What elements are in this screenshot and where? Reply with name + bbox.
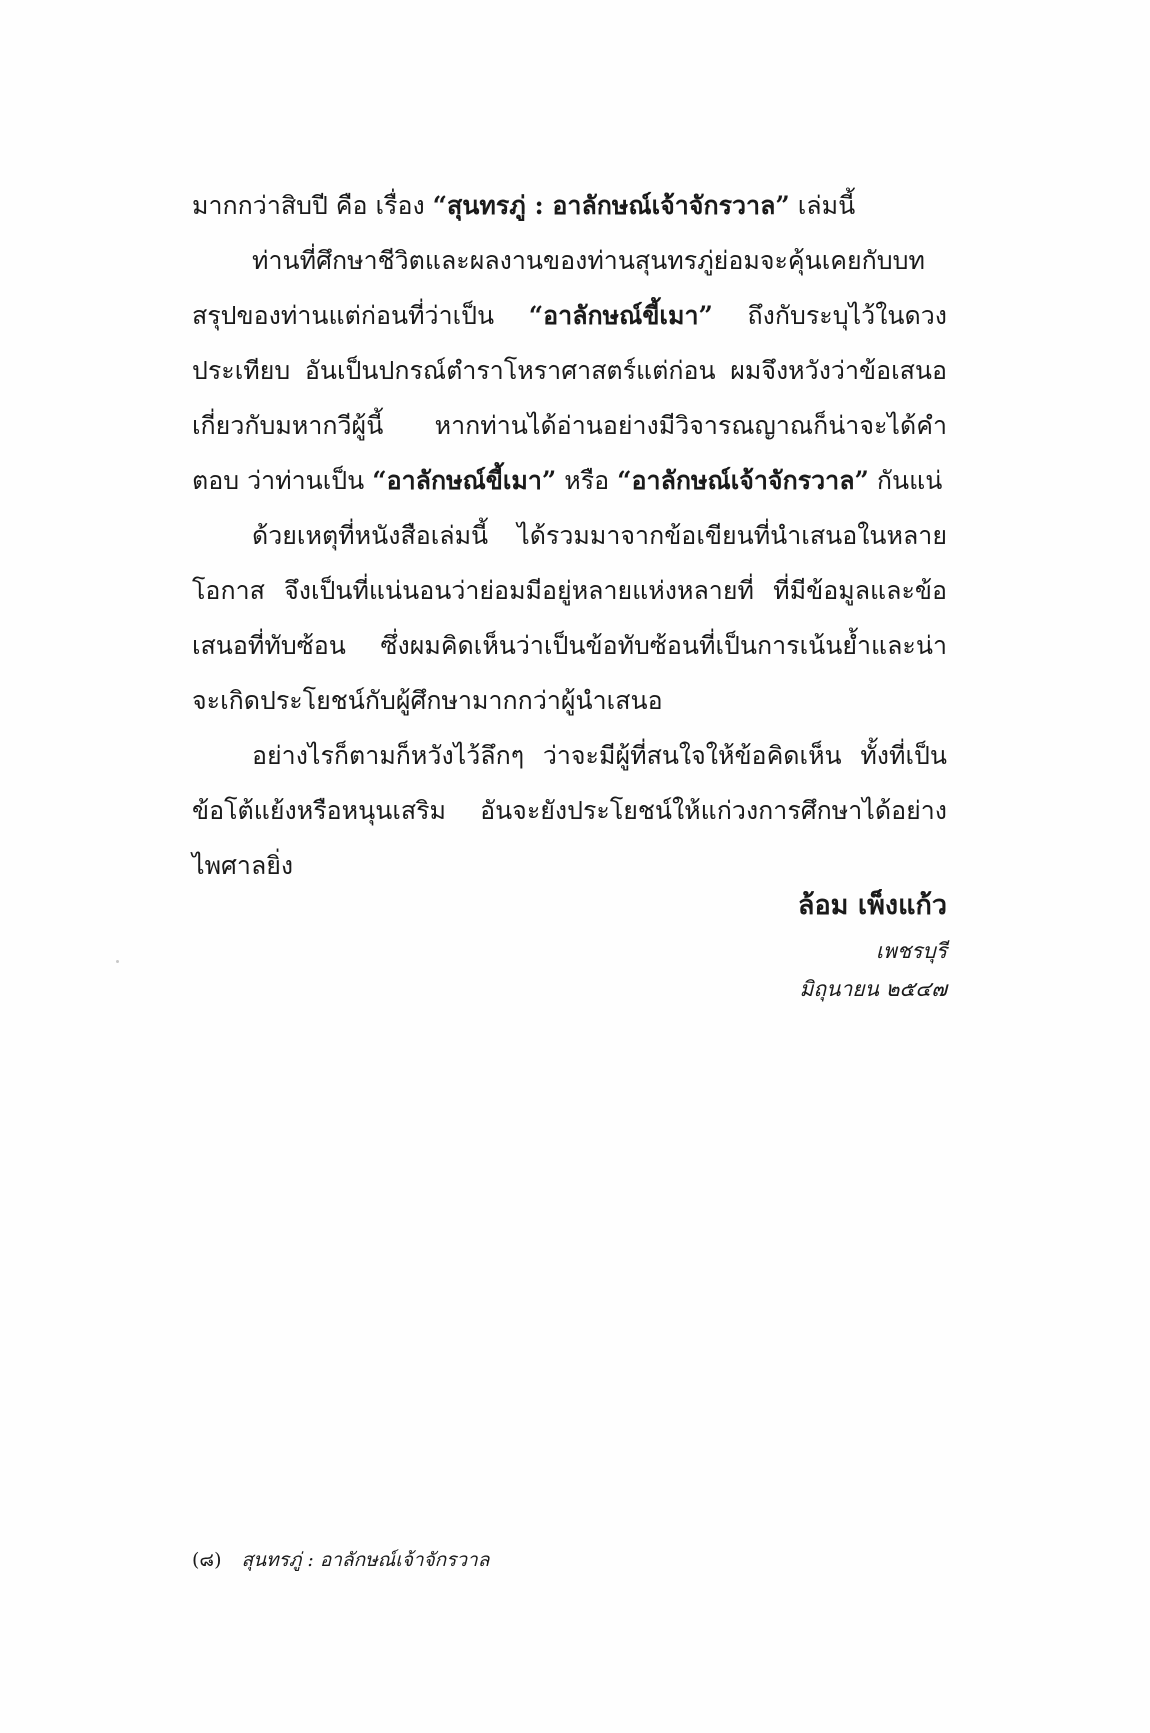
- paragraph-1-text: มากกว่าสิบปี คือ เรื่อง: [192, 191, 433, 220]
- signature-block: [798, 880, 947, 1008]
- running-title: สุนทรภู่ : อาลักษณ์เจ้าจักรวาล: [241, 1549, 490, 1571]
- paragraph-2-text-c: ถึงกับระบุไว้ในดวงประเทียบ อันเป็นปกรณ์ตำราโหราศาสตร์แต่ก่อน ผมจึงหวังว่าข้อเสนอเกี่ยวกับมหากวีผู้นี้ หากท่านได้อ่านอย่างมีวิจารณญาณก็น่าจะได้คำตอบ ว่าท่านเป็น: [192, 301, 947, 495]
- scan-speck: [116, 960, 119, 963]
- body-text: [192, 178, 947, 893]
- paragraph-3: ด้วยเหตุที่หนังสือเล่มนี้ ได้รวมมาจากข้อเขียนที่นำเสนอในหลายโอกาส จึงเป็นที่แน่นอนว่าย่อมมีอยู่หลายแห่งหลายที่ ที่มีข้อมูลและข้อเสนอที่ทับซ้อน ซึ่งผมคิดเห็นว่าเป็นข้อทับซ้อนที่เป็นการเน้นย้ำและน่าจะเกิดประโยชน์กับผู้ศึกษามากกว่าผู้นำเสนอ: [192, 521, 947, 715]
- signature-date: มิถุนายน ๒๕๔๗: [799, 977, 947, 1001]
- page-footer: [192, 1545, 489, 1575]
- book-title-quote: “สุนทรภู่ : อาลักษณ์เจ้าจักรวาล”: [432, 191, 790, 220]
- signature-place: เพชรบุรี: [875, 939, 947, 963]
- paragraph-2-text-a: ท่านที่ศึกษาชีวิตและผลงานของท่านสุนทรภู่ย่อมจะคุ้นเคยกับบทสรุปของท่านแต่ก่อนที่ว่าเป็น: [192, 246, 925, 330]
- page-number: (๘): [192, 1549, 222, 1571]
- paragraph-4: อย่างไรก็ตามก็หวังไว้ลึกๆ ว่าจะมีผู้ที่สนใจให้ข้อคิดเห็น ทั้งที่เป็นข้อโต้แย้งหรือหนุนเสริม อันจะยังประโยชน์ให้แก่วงการศึกษาได้อย่างไพศาลยิ่ง: [192, 741, 947, 880]
- paragraph-2-text-g: กันแน่: [868, 466, 943, 495]
- quote-universe-scribe: “อาลักษณ์เจ้าจักรวาล”: [617, 466, 869, 495]
- paragraph-1: [192, 178, 947, 233]
- paragraph-2: [192, 233, 947, 508]
- paragraph-1-tail: เล่มนี้: [789, 191, 856, 220]
- author-name: ล้อม เพ็งแก้ว: [797, 890, 947, 921]
- paragraph-2-text-e: หรือ: [556, 466, 618, 495]
- quote-drunk-scribe-1: “อาลักษณ์ขี้เมา”: [528, 301, 713, 330]
- quote-drunk-scribe-2: “อาลักษณ์ขี้เมา”: [372, 466, 557, 495]
